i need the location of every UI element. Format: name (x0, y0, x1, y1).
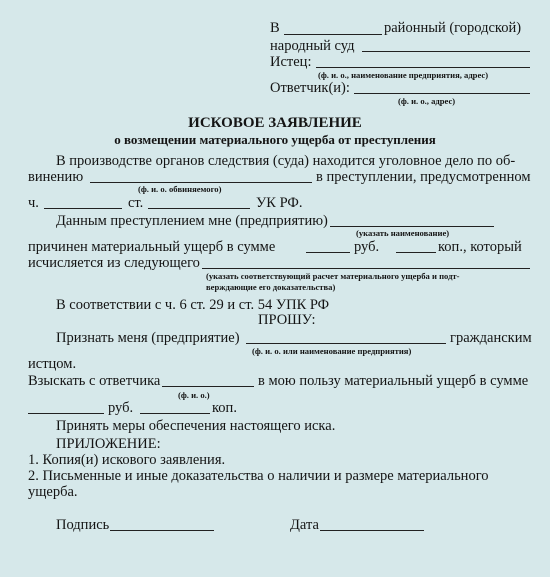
p4-start: Признать меня (предприятие) (56, 330, 240, 346)
claim-rub-line[interactable] (28, 413, 104, 414)
p4-plaintiff: истцом. (28, 356, 77, 372)
kop-amount-line[interactable] (396, 252, 436, 253)
calc-hint-1: (указать соответствующий расчет материального ущерба и подт- (206, 271, 460, 281)
date-line[interactable] (320, 530, 424, 531)
defendant-hint: (ф. и. о., адрес) (398, 96, 456, 106)
document-title: ИСКОВОЕ ЗАЯВЛЕНИЕ (188, 115, 362, 131)
victim-hint: (указать наименование) (356, 228, 450, 238)
defendant-name-line[interactable] (162, 386, 254, 387)
part-line[interactable] (44, 208, 122, 209)
article-line[interactable] (148, 208, 250, 209)
org-line[interactable] (246, 343, 446, 344)
document-subtitle: о возмещении материального ущерба от преступления (114, 132, 436, 147)
p5-rub: руб. (108, 400, 134, 416)
claim-kop-line[interactable] (140, 413, 210, 414)
accused-hint: (ф. и. о. обвиняемого) (138, 184, 222, 194)
date-label: Дата (290, 517, 319, 533)
p5-end: в мою пользу материальный ущерб в сумме (258, 373, 529, 389)
p1-line1: В производстве органов следствия (суда) находится уголовное дело по об- (56, 153, 516, 169)
plaintiff-hint: (ф. и. о., наименование предприятия, адрес) (318, 70, 489, 80)
org-hint: (ф. и. о. или наименование предприятия) (252, 346, 412, 356)
court-district-line[interactable] (284, 34, 382, 35)
p1-part-label: ч. (28, 195, 39, 211)
p2-kop: коп., который (438, 239, 522, 255)
appendix-item-2-line1: 2. Письменные и иные доказательства о наличии и размере материального (28, 468, 489, 484)
header-defendant: Ответчик(и): (270, 80, 350, 96)
appendix-item-2-line2: ущерба. (28, 484, 78, 500)
signature-line[interactable] (110, 530, 214, 531)
header-v: В (270, 20, 280, 36)
defendant-line[interactable] (354, 93, 530, 94)
p1-line2-end: в преступлении, предусмотренном (316, 169, 531, 185)
calc-hint-2: верждающие его доказательства) (206, 282, 336, 292)
calculation-line[interactable] (202, 268, 530, 269)
fio-hint: (ф. и. о.) (178, 390, 210, 400)
p1-article-label: ст. (128, 195, 144, 211)
p5-kop: коп. (212, 400, 237, 416)
p6-security: Принять меры обеспечения настоящего иска. (56, 418, 336, 434)
appendix-heading: ПРИЛОЖЕНИЕ: (56, 436, 161, 452)
p1-line2-start: винению (28, 169, 84, 185)
p2-line2-start: причинен материальный ущерб в сумме (28, 239, 276, 255)
rub-amount-line[interactable] (306, 252, 350, 253)
p4-end: гражданским (450, 330, 532, 346)
plaintiff-line[interactable] (316, 67, 530, 68)
p1-code: УК РФ. (256, 195, 303, 211)
p5-start: Взыскать с ответчика (28, 373, 161, 389)
victim-line[interactable] (330, 226, 494, 227)
header-court: народный суд (270, 38, 355, 54)
p3-legal-basis: В соответствии с ч. 6 ст. 29 и ст. 54 УПК РФ (56, 297, 330, 313)
accused-line[interactable] (90, 182, 312, 183)
header-plaintiff: Истец: (270, 54, 312, 70)
court-name-line[interactable] (362, 51, 530, 52)
signature-label: Подпись (56, 517, 110, 533)
appendix-item-1: 1. Копия(и) искового заявления. (28, 452, 226, 468)
p2-rub: руб. (354, 239, 380, 255)
p2-line1: Данным преступлением мне (предприятию) (56, 213, 328, 229)
p2-line3: исчисляется из следующего (28, 255, 200, 271)
prosu-heading: ПРОШУ: (258, 312, 316, 328)
header-court-type: районный (городской) (384, 20, 522, 36)
